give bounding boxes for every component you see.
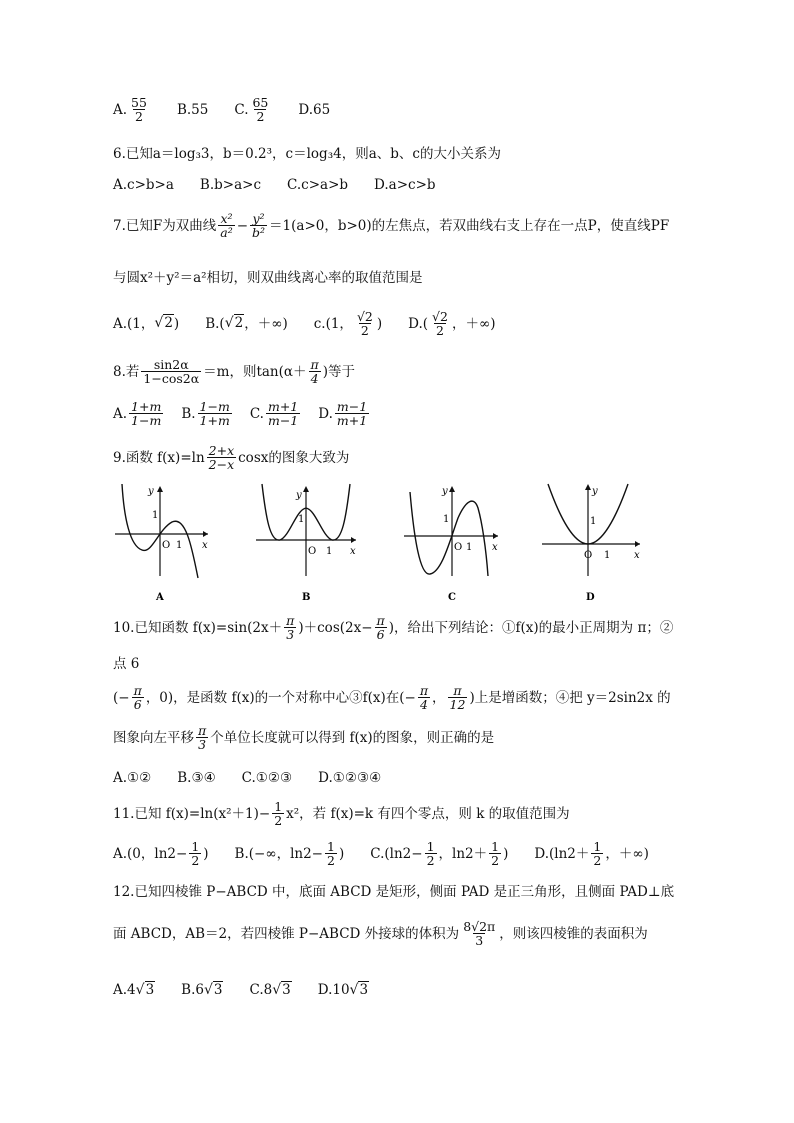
q7-fraction-y: $\frac{\text{y²}}{\text{b²}}$	[252, 211, 266, 241]
q7-options: A.(1， √2 ) B.( √2 ，＋∞) c.(1， $\frac{√2}{2}$ ) D.( $\frac{√2}{2}$ ，＋∞)	[113, 309, 496, 339]
graph-a-label: A	[156, 592, 164, 603]
svg-text:O: O	[308, 546, 317, 557]
q6-options: A.c>b>a B.b>a>c C.c>a>b D.a>c>b	[113, 177, 436, 193]
graph-b-label: B	[302, 592, 311, 603]
svg-text:y: y	[442, 486, 448, 497]
svg-text:1: 1	[604, 550, 611, 561]
sqrt-symbol: √2	[154, 315, 173, 332]
svg-text:y: y	[148, 486, 154, 497]
svg-text:x: x	[202, 540, 208, 551]
graph-c	[404, 486, 498, 576]
svg-text:1: 1	[443, 514, 450, 525]
svg-text:x: x	[492, 542, 498, 553]
svg-text:1: 1	[152, 510, 159, 521]
svg-text:O: O	[584, 550, 593, 561]
q5-a-fraction: $\frac{55}{2}$	[131, 95, 147, 125]
q5-option-b: B.55	[176, 101, 209, 118]
svg-text:y: y	[296, 490, 302, 501]
q9-stem: 9.函数 f(x)=ln $\frac{2+x}{2-x}$ cosx的图象大致为	[113, 443, 350, 473]
svg-text:1: 1	[326, 546, 333, 557]
svg-text:1: 1	[590, 516, 597, 527]
q10-stem: 10.已知函数 f(x)=sin(2x＋ $\frac{\pi}{3}$ )＋cos(2x− $\frac{\pi}{6}$ )，给出下列结论：①f(x)的最小正周期为 π；②	[113, 613, 674, 643]
q9-graphs	[0, 478, 794, 608]
q11-stem: 11.已知 f(x)=ln(x²＋1)− $\frac{1}{2}$ x²，若 f(x)=k 有四个零点，则 k 的取值范围为	[113, 799, 570, 829]
q5-c-fraction: $\frac{65}{2}$	[252, 95, 269, 125]
graph-c-label: C	[448, 592, 456, 603]
svg-text:x: x	[350, 546, 356, 557]
sqrt-symbol: √3	[135, 982, 155, 998]
svg-text:1: 1	[298, 514, 305, 525]
sqrt-symbol: √2	[224, 315, 244, 332]
svg-text:1: 1	[176, 540, 183, 551]
q12-line2: 面 ABCD，AB＝2，若四棱锥 P−ABCD 外接球的体积为 $\frac{8√2\pi}{3}$ ，则该四棱锥的表面积为	[113, 919, 648, 949]
sqrt-symbol: √3	[203, 982, 223, 998]
svg-text:x: x	[634, 550, 640, 561]
q12-line1: 12.已知四棱锥 P−ABCD 中，底面 ABCD 是矩形，侧面 PAD 是正三角形，且侧面 PAD⊥底	[113, 884, 675, 900]
q10-line3: (− $\frac{\pi}{6}$ ，0)，是函数 f(x)的一个对称中心③f(x)在(− $\frac{\pi}{4}$ ， $\frac{\pi}{12}$ )上是增函数；④把 y＝2sin2x 的	[113, 683, 671, 713]
q8-options: A. $\frac{1+m}{1-m}$ B. $\frac{1-m}{1+m}$ C. $\frac{m+1}{m-1}$ D. $\frac{m-1}{m+1}$	[113, 399, 368, 429]
graph-d-label: D	[586, 592, 595, 603]
graph-a	[115, 484, 208, 578]
q6-stem: 6.已知a＝log₃3，b＝0.2³，c＝log₃4，则a、b、c的大小关系为	[113, 146, 501, 162]
q7-stem: 7.已知F为双曲线 $\frac{\text{x²}}{\text{a²}}$ − $\frac{\text{y²}}{\text{b²}}$ ＝1(a>0，b>0)的左焦点，若双曲线右支上存在一点P，使直线PF	[113, 211, 670, 241]
q5-options: A. $\frac{55}{2}$ B.55 C. $\frac{65}{2}$ D.65	[113, 95, 331, 125]
q7-line2: 与圆x²＋y²＝a²相切，则双曲线离心率的取值范围是	[113, 270, 423, 286]
svg-text:y: y	[592, 486, 598, 497]
svg-text:1: 1	[466, 542, 473, 553]
q10-options: A.①② B.③④ C.①②③ D.①②③④	[113, 770, 382, 786]
q10-line2: 点 6	[113, 656, 140, 672]
sqrt-symbol: √3	[349, 982, 369, 998]
svg-text:O: O	[454, 542, 463, 553]
graph-b	[256, 484, 356, 576]
q7-fraction-x: $\frac{\text{x²}}{\text{a²}}$	[220, 211, 233, 241]
graph-d	[542, 484, 640, 576]
q5-option-d: D.65	[298, 101, 331, 118]
svg-text:O: O	[162, 540, 171, 551]
q12-options: A.4 √3 B.6 √3 C.8 √3 D.10 √3	[113, 982, 369, 999]
sqrt-symbol: √3	[272, 982, 291, 998]
q8-stem: 8.若 $\frac{\sin 2\alpha}{1-\cos 2\alpha}$ ＝m，则tan(α＋ $\frac{\pi}{4}$ )等于	[113, 357, 356, 387]
q11-options: A.(0，ln2− $\frac{1}{2}$ ) B.(−∞，ln2− $\frac{1}{2}$ ) C.(ln2− $\frac{1}{2}$ ，ln2＋ $\frac{1}{2}$ ) D.(ln2＋ $\frac{1}{2}$ ，＋∞)	[113, 839, 649, 869]
q10-line4: 图象向左平移 $\frac{\pi}{3}$ 个单位长度就可以得到 f(x)的图象，则正确的是	[113, 723, 495, 753]
